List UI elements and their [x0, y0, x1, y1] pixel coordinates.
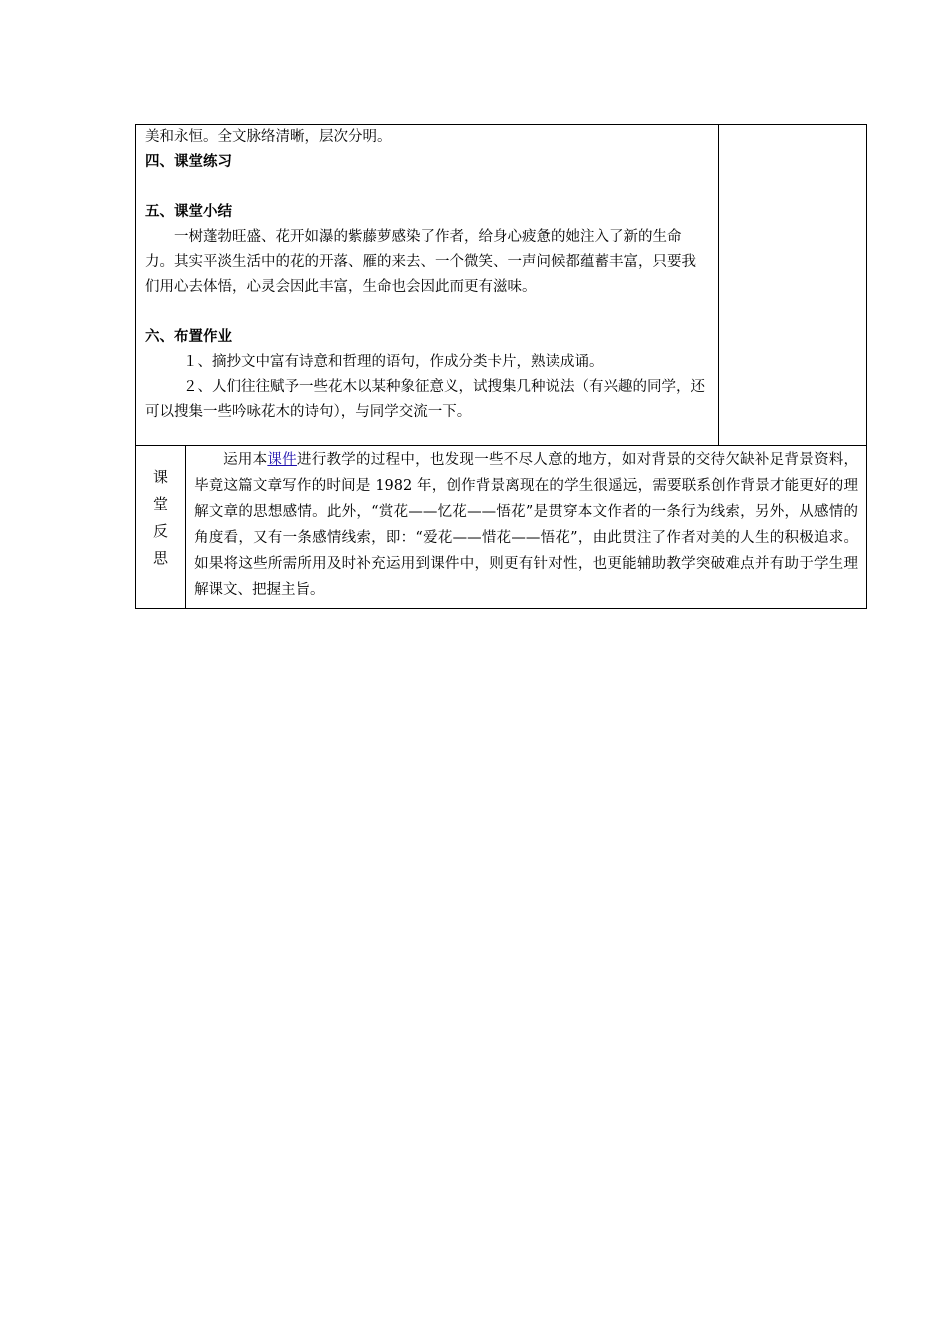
reflection-text-rest: 进行教学的过程中，也发现一些不尽人意的地方，如对背景的交待欠缺补足背景资料，毕竟这篇文章写作的时间是 1982 年，创作背景离现在的学生很遥远，需要联系创作背景才能更好的理解文章的思想感情。此外，“赏花——忆花——悟花”是贯穿本文作者的一条行为线索，另外，从感情的角度看，又有一条感情线索，即：“爱花——惜花——悟花”，由此贯注了作者对美的人生的积极追求。如果将这些所需所用及时补充运用到课件中，则更有针对性，也更能辅助教学突破难点并有助于学生理解课文、把握主旨。 — [194, 452, 859, 598]
reflection-text-cell — [186, 446, 867, 609]
continuation-line: 美和永恒。全文脉络清晰，层次分明。 — [145, 129, 392, 145]
teaching-process-row — [136, 125, 867, 446]
reflection-row — [136, 446, 867, 609]
section-4-heading: 四、课堂练习 — [145, 154, 232, 170]
section-5-heading: 五、课堂小结 — [145, 204, 232, 220]
homework-item-2: ２、人们往往赋予一些花木以某种象征意义，试搜集几种说法（有兴趣的同学，还可以搜集一些吟咏花木的诗句），与同学交流一下。 — [145, 379, 705, 420]
blank-line — [145, 300, 710, 325]
reflection-label-cell — [136, 446, 186, 609]
reflection-paragraph — [194, 447, 858, 603]
reflection-label-char: 课 — [153, 468, 169, 486]
courseware-link[interactable]: 课件 — [267, 452, 297, 468]
section-6-heading: 六、布置作业 — [145, 329, 232, 345]
reflection-text-start: 运用本 — [223, 452, 268, 468]
lesson-plan-table — [135, 124, 867, 609]
reflection-label-char: 思 — [153, 549, 169, 567]
homework-item-1: １、摘抄文中富有诗意和哲理的语句，作成分类卡片，熟读成诵。 — [183, 354, 604, 370]
reflection-label-char: 堂 — [153, 495, 169, 513]
teaching-process-cell — [136, 125, 719, 446]
reflection-label-char: 反 — [153, 522, 169, 540]
summary-paragraph: 一树蓬勃旺盛、花开如瀑的紫藤萝感染了作者，给身心疲惫的她注入了新的生命力。其实平淡生活中的花的开落、雁的来去、一个微笑、一声问候都蕴蓄丰富，只要我们用心去体悟，心灵会因此丰富，生命也会因此而更有滋味。 — [145, 229, 696, 295]
notes-column-cell — [718, 125, 866, 446]
blank-line — [145, 175, 710, 200]
